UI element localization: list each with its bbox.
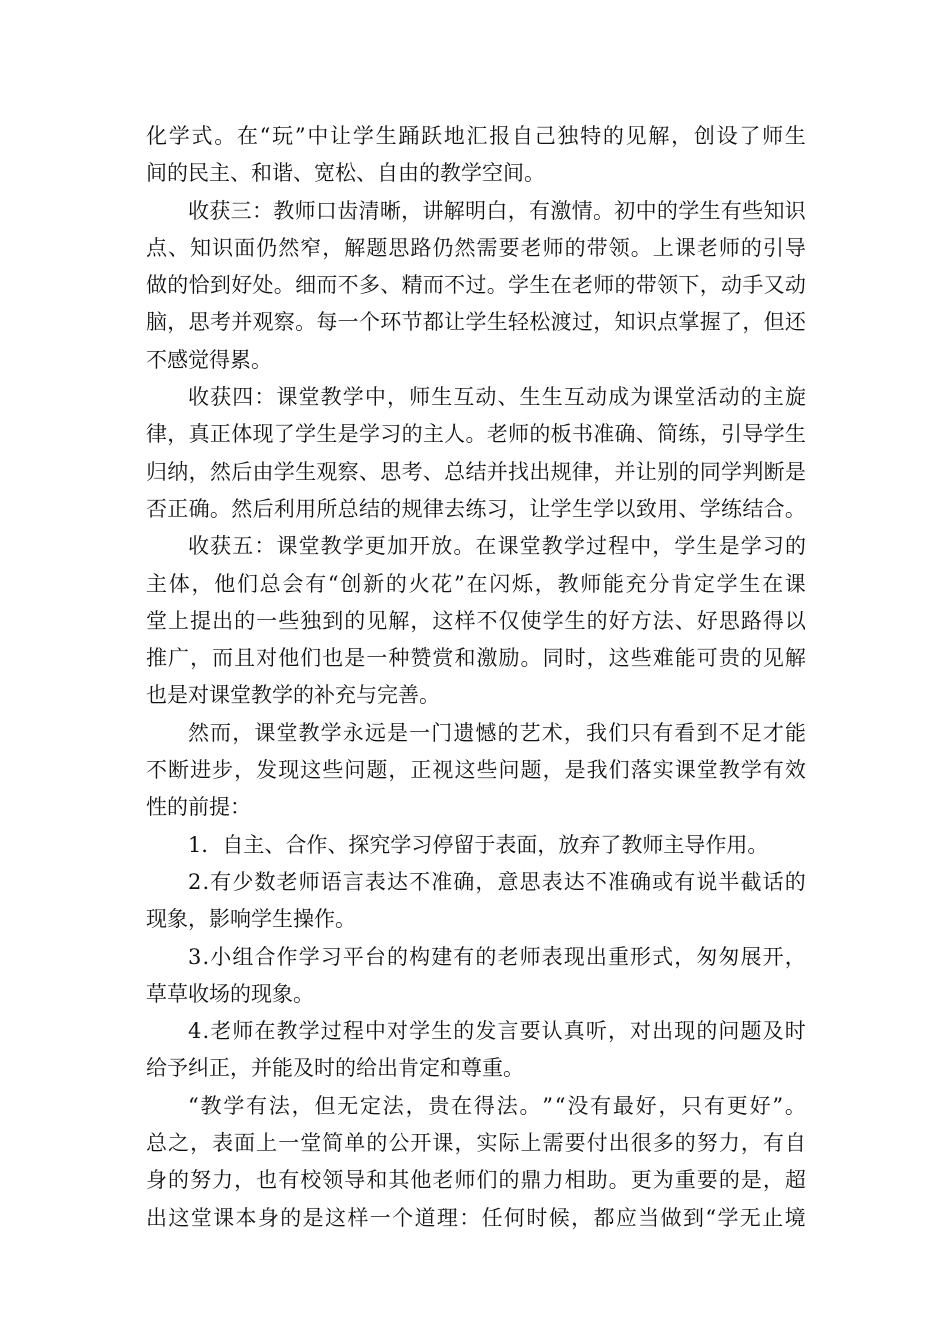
document-body	[146, 118, 806, 1237]
text-line: 4 . 老 师 在 教 学 过 程 中 对 学 生 的 发 言 要 认 真 听 ， 对 出 现 的 问 题 及 时	[188, 1019, 806, 1044]
text-line: 出 这 堂 课 本 身 的 是 这 样 一 个 道 理 ： 任 何 时 候 ， 都 应 当 做 到 “ 学 无 止 境	[146, 1205, 806, 1230]
text-line: 性的前提：	[146, 795, 251, 820]
text-line: 主 体 ， 他 们 总 会 有 “ 创 新 的 火 花 ” 在 闪 烁 ， 教 师 能 充 分 肯 定 学 生 在 课	[146, 571, 806, 596]
text-line: 做 的 恰 到 好 处 。 细 而 不 多 、 精 而 不 过 。 学 生 在 老 师 的 带 领 下 ， 动 手 又 动	[146, 273, 806, 298]
text-line: 2 . 有 少 数 老 师 语 言 表 达 不 准 确 ， 意 思 表 达 不 准 确 或 有 说 半 截 话 的	[188, 869, 806, 894]
text-line: 化 学 式 。 在 “ 玩 ” 中 让 学 生 踊 跃 地 汇 报 自 己 独 特 的 见 解 ， 创 设 了 师 生	[146, 124, 806, 148]
text-line: 堂 上 提 出 的 一 些 独 到 的 见 解 ， 这 样 不 仅 使 学 生 的 好 方 法 、 好 思 路 得 以	[146, 608, 806, 633]
text-line: 身 的 努 力 ， 也 有 校 领 导 和 其 他 老 师 们 的 鼎 力 相 助 。 更 为 重 要 的 是 ， 超	[146, 1168, 806, 1193]
text-line: 然 而 ， 课 堂 教 学 永 远 是 一 门 遗 憾 的 艺 术 ， 我 们 只 有 看 到 不 足 才 能	[188, 720, 806, 745]
text-line: 不感觉得累。	[146, 347, 272, 372]
text-line: 推 广 ， 而 且 对 他 们 也 是 一 种 赞 赏 和 激 励 。 同 时 ， 这 些 难 能 可 贵 的 见 解	[146, 646, 806, 671]
text-line: 给予纠正，并能及时的给出肯定和尊重。	[146, 1056, 524, 1081]
text-line: 草草收场的现象。	[146, 981, 314, 1006]
text-line: 归 纳 ， 然 后 由 学 生 观 察 、 思 考 、 总 结 并 找 出 规 律 ， 并 让 别 的 同 学 判 断 是	[146, 459, 806, 484]
text-line: 脑 ， 思 考 并 观 察 。 每 一 个 环 节 都 让 学 生 轻 松 渡 过 ， 知 识 点 掌 握 了 ， 但 还	[146, 310, 806, 335]
text-line: 收 获 五 ： 课 堂 教 学 更 加 开 放 。 在 课 堂 教 学 过 程 中 ， 学 生 是 学 习 的	[188, 534, 806, 559]
text-line: 收 获 四 ： 课 堂 教 学 中 ， 师 生 互 动 、 生 生 互 动 成 为 课 堂 活 动 的 主 旋	[188, 385, 806, 410]
text-line: 总 之 ， 表 面 上 一 堂 简 单 的 公 开 课 ， 实 际 上 需 要 付 出 很 多 的 努 力 ， 有 自	[146, 1131, 806, 1156]
text-line: 也是对课堂教学的补充与完善。	[146, 683, 440, 708]
text-line: 收 获 三 ： 教 师 口 齿 清 晰 ， 讲 解 明 白 ， 有 激 情 。 初 中 的 学 生 有 些 知 识	[188, 198, 806, 223]
text-line: 不 断 进 步 ， 发 现 这 些 问 题 ， 正 视 这 些 问 题 ， 是 我 们 落 实 课 堂 教 学 有 效	[146, 758, 806, 783]
text-line: 现象，影响学生操作。	[146, 907, 356, 932]
text-line: “ 教 学 有 法 ， 但 无 定 法 ， 贵 在 得 法 。 ” “ 没 有 最 好 ， 只 有 更 好 ” 。	[188, 1093, 806, 1118]
text-line: 否 正 确 。 然 后 利 用 所 总 结 的 规 律 去 练 习 ， 让 学 生 学 以 致 用 、 学 练 结 合 。	[146, 496, 806, 521]
text-line: 间的民主、和谐、宽松、自由的教学空间。	[146, 161, 545, 186]
text-line: 点 、 知 识 面 仍 然 窄 ， 解 题 思 路 仍 然 需 要 老 师 的 带 领 。 上 课 老 师 的 引 导	[146, 235, 806, 260]
text-line: 律 ， 真 正 体 现 了 学 生 是 学 习 的 主 人 。 老 师 的 板 书 准 确 、 简 练 ， 引 导 学 生	[146, 422, 806, 447]
text-line: 3 . 小 组 合 作 学 习 平 台 的 构 建 有 的 老 师 表 现 出 重 形 式 ， 匆 匆 展 开 ，	[188, 944, 806, 969]
text-line: 1．自主、合作、探究学习停留于表面，放弃了教师主导作用。	[188, 832, 769, 857]
